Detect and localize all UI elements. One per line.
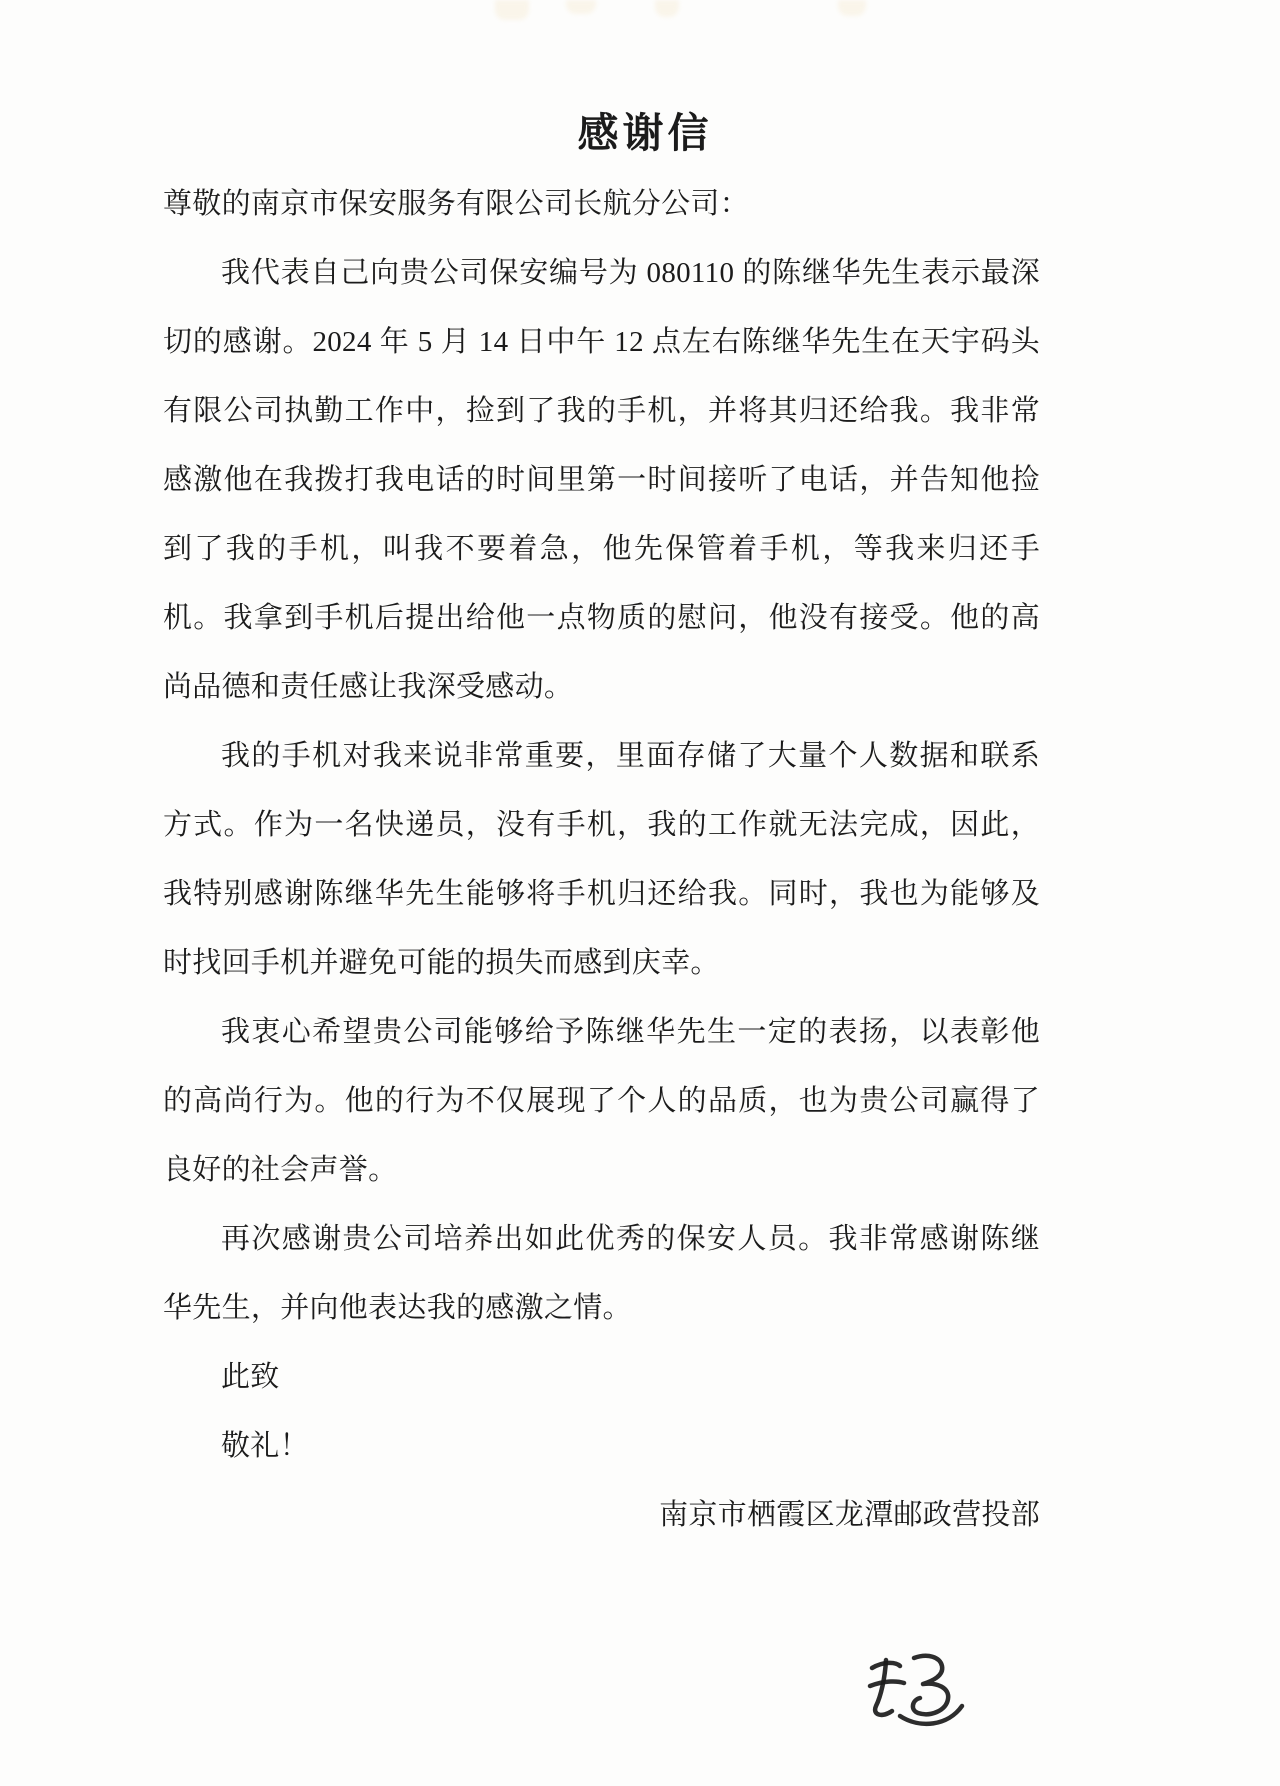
scan-artifact: [838, 0, 866, 16]
paragraph-3: 我衷心希望贵公司能够给予陈继华先生一定的表扬，以表彰他的高尚行为。他的行为不仅展现了个人的品质，也为贵公司赢得了良好的社会声誉。: [163, 1016, 1040, 1186]
paragraph-4: 再次感谢贵公司培养出如此优秀的保安人员。我非常感谢陈继华先生，并向他表达我的感激之情。: [163, 1223, 1040, 1324]
salutation: 尊敬的南京市保安服务有限公司长航分公司：: [163, 188, 750, 220]
closing-cizhi: 此致: [221, 1361, 280, 1393]
paragraph-1: 我代表自己向贵公司保安编号为 080110 的陈继华先生表示最深切的感谢。2024 年 5 月 14 日中午 12 点左右陈继华先生在天宇码头有限公司执勤工作中，捡到了我的手机，并将其归还给我。我非常感激他在我拨打我电话的时间里第一时间接听了电话，并告知他捡到了我的手机，叫我不要着急，他先保管着手机，等我来归还手机。我拿到手机后提出给他一点物质的慰问，他没有接受。他的高尚品德和责任感让我深受感动。: [163, 257, 1040, 703]
sender-unit: 南京市栖霞区龙潭邮政营投部: [659, 1499, 1040, 1531]
scan-artifact: [495, 0, 529, 20]
letter-body: [163, 170, 1040, 1550]
handwritten-signature-icon: [852, 1636, 984, 1736]
letter-title: 感谢信: [577, 110, 713, 156]
closing-jingli: 敬礼！: [221, 1430, 309, 1462]
scan-artifact: [655, 0, 679, 17]
scan-artifact: [566, 0, 596, 14]
paragraph-2: 我的手机对我来说非常重要，里面存储了大量个人数据和联系方式。作为一名快递员，没有手机，我的工作就无法完成，因此，我特别感谢陈继华先生能够将手机归还给我。同时，我也为能够及时找回手机并避免可能的损失而感到庆幸。: [163, 740, 1040, 979]
